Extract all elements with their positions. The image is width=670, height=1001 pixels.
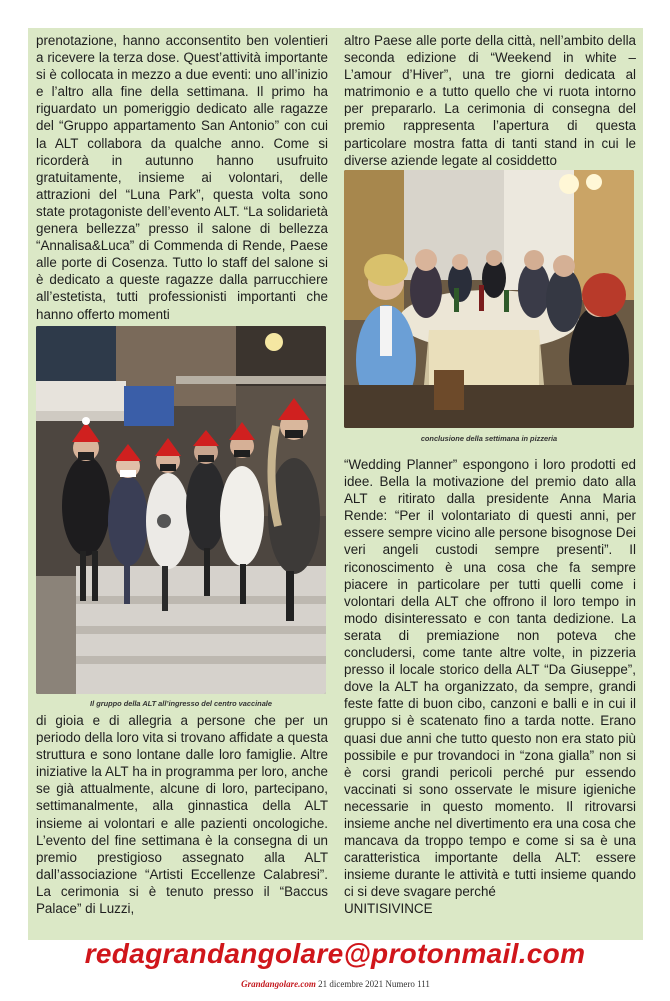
photo-group-vaccination-center bbox=[36, 326, 326, 694]
article-text: altro Paese alle porte della città, nell’ambito della seconda edizione di “Weekend in white – L’amour d’Hiver”, una tre giorni dedicata al matrimonio e a tutto quello che vi ruota intorno per prepararlo. La cerimonia di consegna del premio rappresenta l’apertura di questa particolare mostra fatta di tanti stand in cui le diverse aziende legate al cosiddetto bbox=[344, 33, 636, 168]
article-column-left-top bbox=[36, 32, 328, 323]
article-column-right-bottom bbox=[344, 456, 636, 918]
footer-site[interactable]: Grandangolare.com bbox=[241, 979, 316, 989]
article-text: di gioia e di allegria a persone che per un periodo della loro vita si trovano affidate a questa struttura e sono lontane dalle loro famiglie. Altre iniziative la ALT ha in programma per loro, anche se già attualmente, alcune di loro, partecipano, settimanalmente, alla ginnastica della ALT insieme ai volontari e alle pazienti oncologiche. L’evento del fine settimana è la consegna di un premio prestigioso assegnato alla ALT dall’associazione “Artisti Eccellenze Calabresi”. La cerimonia si è tenuto presso il “Baccus Palace” di Luzzi, bbox=[36, 713, 328, 917]
photo-illustration bbox=[344, 170, 634, 428]
photo-illustration bbox=[36, 326, 326, 694]
article-column-left-bottom bbox=[36, 712, 328, 917]
footer-date: 21 dicembre 2021 bbox=[318, 979, 384, 989]
article-text: “Wedding Planner” espongono i loro prodotti ed idee. Bella la motivazione del premio dato alla ALT e ritirato dalla presidente Anna Maria Rende: “Per il volontariato di questi anni, per essere sempre vicino alle persone bisognose Dei veri angeli custodi sempre presenti”. Il riconoscimento è una cosa che fa sempre piacere in particolare per tutti quelli come i volontari della ALT che offrono il loro tempo in modo disinteressato e con tanta dedizione. La serata di premiazione non poteva che concludersi, come tante altre volte, in pizzeria presso il locale storico della ALT “Da Giuseppe”, dove la ALT ha organizzato, da sempre, grandi feste fatte di buon cibo, canzoni e balli e in cui il gruppo si è scatenato fino a tarda notte. Erano quasi due anni che tutto questo non era stato più possibile e pur trovandoci in “zona gialla” non si è corsi grandi pericoli perché pur essendo vaccinati si sono osservate le misure igieniche necessarie in questo momento. Il ritrovarsi insieme anche nel divertimento era una cosa che mancava da troppo tempo e come si sa è una caratteristica importante della ALT: essere insieme durante le attività e tutti insieme quando ci si deve svagare perché bbox=[344, 457, 636, 900]
photo-pizzeria-dinner bbox=[344, 170, 634, 428]
footer-email[interactable]: redagrandangolare@protonmail.com bbox=[84, 938, 586, 969]
article-column-right-top bbox=[344, 32, 636, 169]
photo-caption-left: Il gruppo della ALT all’ingresso del centro vaccinale bbox=[90, 699, 272, 708]
footer-issue: Numero 111 bbox=[385, 979, 430, 989]
photo-caption-right: conclusione della settimana in pizzeria bbox=[420, 434, 558, 443]
footer-info bbox=[28, 979, 643, 989]
article-signature: UNITISIVINCE bbox=[344, 901, 433, 917]
article-text: prenotazione, hanno acconsentito ben volentieri a ricevere la terza dose. Quest’attività importante si è collocata in mezzo a due eventi: uno all’inizio e l’altro alla fine della settimana. Il primo ha riguardato un pomeriggio dedicato alle ragazze del “Gruppo appartamento San Antonio” con cui la ALT collabora da qualche anno. Come si ricorderà in autunno hanno usufruito gratuitamente, insieme ai volontari, delle attrazioni del “Luna Park”, questa volta sono state protagoniste dell’evento ALT. “La solidarietà genera bellezza” presso il salone di bellezza “Annalisa&Luca” di Commenda di Rende, Paese alle porte di Cosenza. Tutto lo staff del salone si è dedicato a queste ragazze dalla parrucchiere all’estetista, tutti professionisti importanti che hanno offerto momenti bbox=[36, 33, 328, 322]
